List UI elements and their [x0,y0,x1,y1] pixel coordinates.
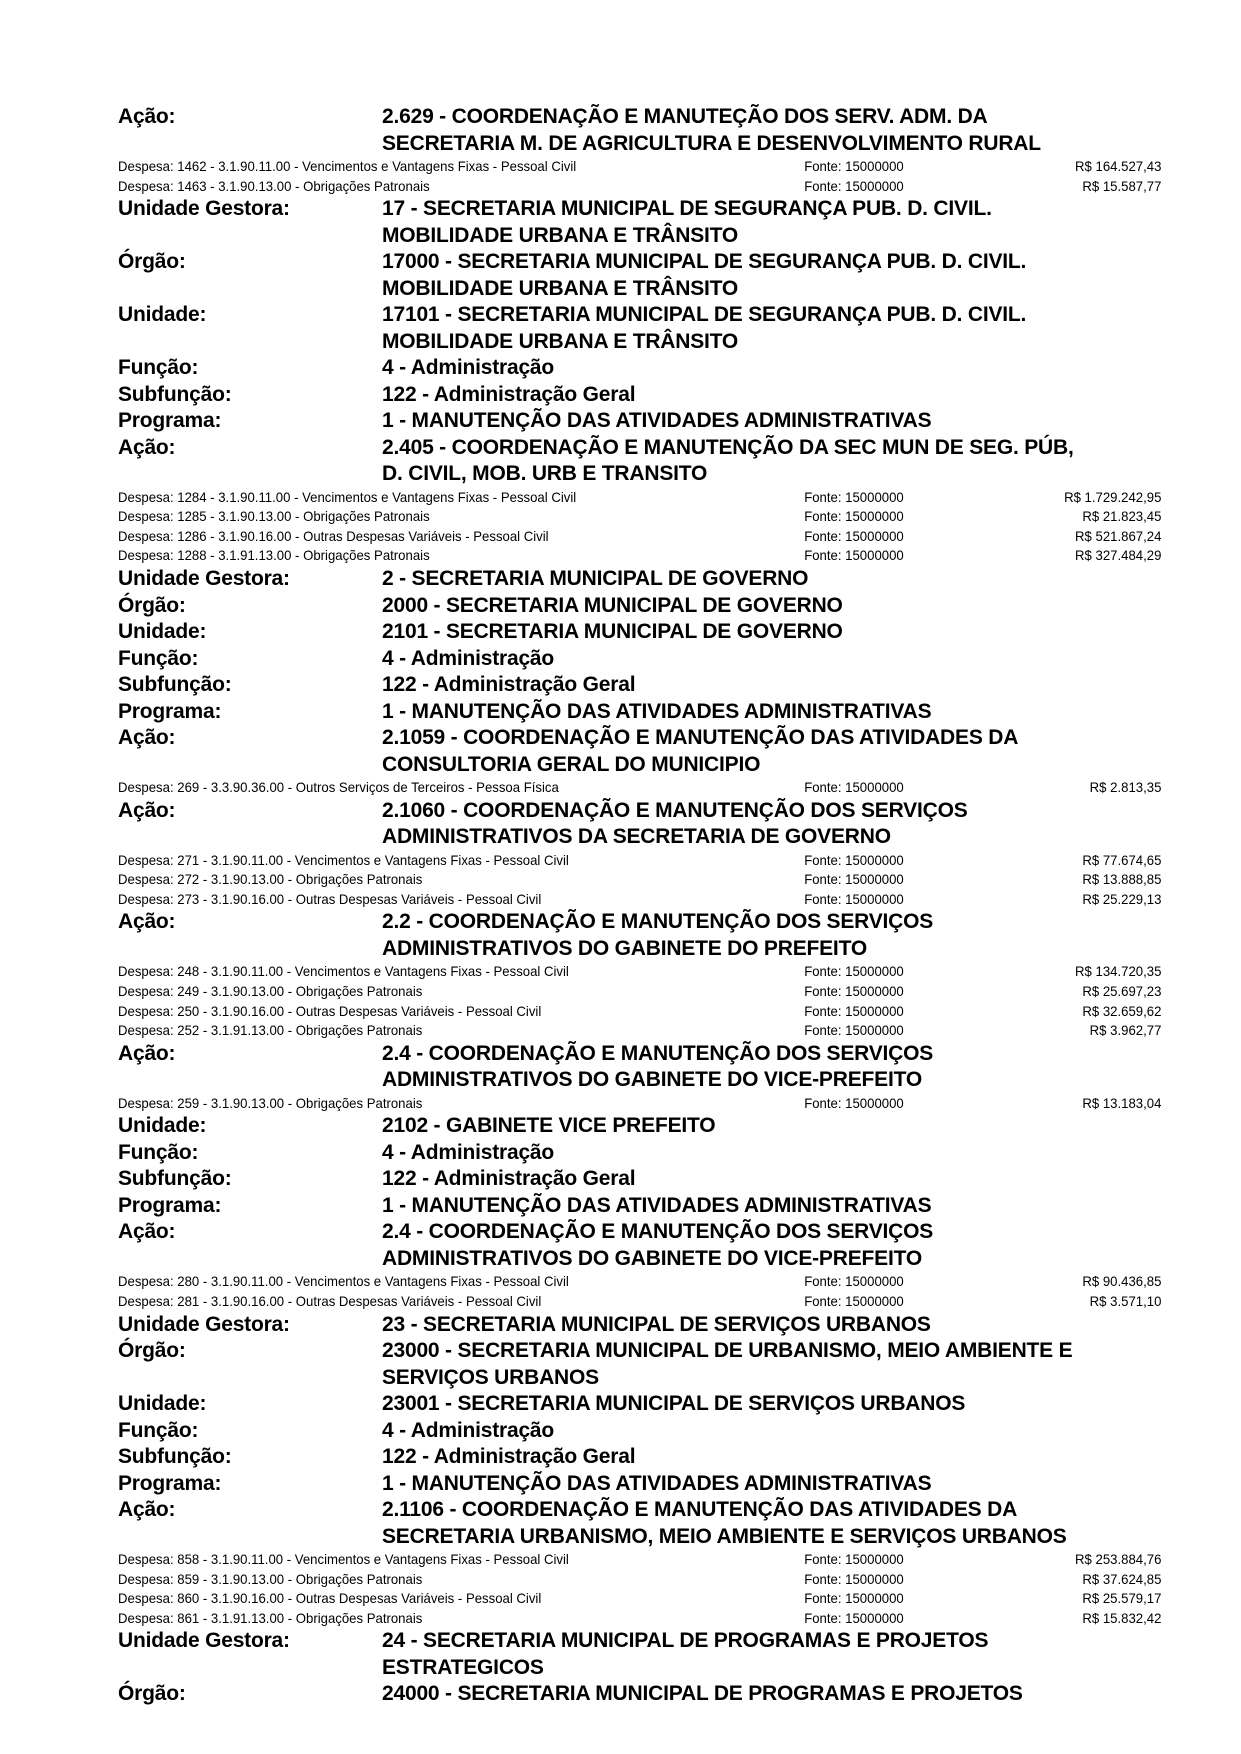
section-header [118,1444,1162,1471]
section-header [118,382,1162,409]
header-value: 17 - SECRETARIA MUNICIPAL DE SEGURANÇA PUB. D. CIVIL. MOBILIDADE URBANA E TRÂNSITO [382,197,992,247]
expense-source: Fonte: 15000000 [804,1551,904,1568]
expense-description: Despesa: 861 - 3.1.91.13.00 - Obrigações Patronais [118,1609,423,1626]
section-header [118,672,1162,699]
expense-description: Despesa: 1288 - 3.1.91.13.00 - Obrigações Patronais [118,547,430,564]
header-value: 2.405 - COORDENAÇÃO E MANUTENÇÃO DA SEC MUN DE SEG. PÚB, D. CIVIL, MOB. URB E TRANSITO [382,435,1074,486]
header-label: Subfunção: [118,1445,232,1469]
expense-row [118,177,1161,197]
expense-description: Despesa: 269 - 3.3.90.36.00 - Outros Serviços de Terceiros - Pessoa Física [118,779,559,796]
header-value: 122 - Administração Geral [382,1445,636,1469]
header-label: Órgão: [118,593,186,617]
header-value: 24 - SECRETARIA MUNICIPAL DE PROGRAMAS E PROJETOS ESTRATEGICOS [382,1629,989,1679]
expense-description: Despesa: 272 - 3.1.90.13.00 - Obrigações Patronais [118,871,423,888]
expense-description: Despesa: 1462 - 3.1.90.11.00 - Vencimentos e Vantagens Fixas - Pessoal Civil [118,158,577,174]
expense-amount: R$ 37.624,85 [1082,1570,1162,1587]
expense-row [118,982,1161,1002]
expense-description: Despesa: 271 - 3.1.90.11.00 - Vencimentos e Vantagens Fixas - Pessoal Civil [118,851,569,868]
expense-row [118,546,1161,566]
expense-description: Despesa: 859 - 3.1.90.13.00 - Obrigações Patronais [118,1570,423,1587]
expense-amount: R$ 32.659,62 [1082,1002,1162,1019]
expense-source: Fonte: 15000000 [804,1273,904,1290]
expense-amount: R$ 90.436,85 [1082,1273,1162,1290]
section-header [118,355,1162,382]
section-header [118,1219,1162,1272]
section-header [118,646,1162,673]
expense-amount: R$ 13.888,85 [1082,871,1162,888]
header-label: Função: [118,646,199,670]
section-header [118,566,1162,593]
section-header [118,1628,1162,1681]
expense-row [118,488,1161,508]
header-label: Unidade: [118,1392,207,1416]
header-value: 4 - Administração [382,646,555,670]
expense-row [118,1094,1161,1114]
expense-description: Despesa: 1285 - 3.1.90.13.00 - Obrigações Patronais [118,508,430,525]
expense-source: Fonte: 15000000 [804,1022,904,1039]
expense-amount: R$ 327.484,29 [1075,547,1162,564]
expense-description: Despesa: 860 - 3.1.90.16.00 - Outras Despesas Variáveis - Pessoal Civil [118,1590,542,1607]
header-label: Órgão: [118,1339,186,1363]
header-label: Programa: [118,699,222,723]
section-header [118,196,1162,249]
expense-source: Fonte: 15000000 [804,1590,904,1607]
expense-amount: R$ 3.962,77 [1089,1022,1162,1039]
expense-amount: R$ 25.579,17 [1082,1590,1162,1607]
expense-row [118,1021,1161,1041]
expense-amount: R$ 21.823,45 [1082,508,1162,525]
budget-document [118,104,1162,1708]
section-header [118,1140,1162,1167]
expense-row [118,1292,1161,1312]
expense-description: Despesa: 1286 - 3.1.90.16.00 - Outras Despesas Variáveis - Pessoal Civil [118,527,549,544]
header-value: 1 - MANUTENÇÃO DAS ATIVIDADES ADMINISTRATIVAS [382,1193,932,1217]
expense-amount: R$ 25.229,13 [1082,890,1162,907]
expense-amount: R$ 15.832,42 [1082,1609,1162,1626]
expense-amount: R$ 77.674,65 [1082,851,1162,868]
section-header [118,1681,1162,1708]
header-label: Subfunção: [118,673,232,697]
expense-amount: R$ 3.571,10 [1089,1293,1162,1309]
header-value: 2.629 - COORDENAÇÃO E MANUTEÇÃO DOS SERV. ADM. DA SECRETARIA M. DE AGRICULTURA E DESENVOLVIMENTO RURAL [382,105,1041,155]
header-label: Ação: [118,726,176,750]
expense-source: Fonte: 15000000 [804,983,904,1000]
section-header [118,619,1162,646]
section-header [118,1391,1162,1418]
expense-amount: R$ 164.527,43 [1075,158,1162,174]
expense-row [118,1609,1161,1629]
header-value: 4 - Administração [382,1140,555,1164]
expense-source: Fonte: 15000000 [804,851,904,868]
header-label: Unidade: [118,303,207,327]
header-value: 17000 - SECRETARIA MUNICIPAL DE SEGURANÇA PUB. D. CIVIL. MOBILIDADE URBANA E TRÂNSITO [382,250,1027,300]
header-label: Programa: [118,1193,222,1217]
header-label: Função: [118,1140,199,1164]
header-value: 2.4 - COORDENAÇÃO E MANUTENÇÃO DOS SERVIÇOS ADMINISTRATIVOS DO GABINETE DO VICE-PREFEITO [382,1220,934,1270]
expense-row [118,851,1161,871]
header-label: Subfunção: [118,382,232,406]
section-header [118,699,1162,726]
expense-row [118,1272,1161,1292]
header-value: 4 - Administração [382,1418,555,1442]
expense-source: Fonte: 15000000 [804,1609,904,1626]
header-label: Ação: [118,435,176,459]
header-label: Função: [118,356,199,380]
expense-amount: R$ 521.867,24 [1075,527,1162,544]
header-value: 24000 - SECRETARIA MUNICIPAL DE PROGRAMAS E PROJETOS [382,1682,1023,1706]
section-header [118,1497,1162,1550]
expense-amount: R$ 253.884,76 [1075,1551,1162,1568]
header-label: Unidade: [118,1114,207,1138]
section-header [118,1041,1162,1094]
section-header [118,104,1162,157]
section-header [118,1338,1162,1391]
header-label: Unidade Gestora: [118,1629,290,1653]
section-header [118,1166,1162,1193]
header-value: 2.4 - COORDENAÇÃO E MANUTENÇÃO DOS SERVIÇOS ADMINISTRATIVOS DO GABINETE DO VICE-PREFEITO [382,1041,934,1092]
header-value: 4 - Administração [382,356,555,380]
header-value: 2.1059 - COORDENAÇÃO E MANUTENÇÃO DAS ATIVIDADES DA CONSULTORIA GERAL DO MUNICIPIO [382,726,1019,776]
expense-source: Fonte: 15000000 [804,890,904,907]
header-label: Ação: [118,798,176,822]
header-value: 23 - SECRETARIA MUNICIPAL DE SERVIÇOS URBANOS [382,1312,931,1336]
header-label: Ação: [118,1498,176,1522]
section-header [118,798,1162,851]
header-value: 17101 - SECRETARIA MUNICIPAL DE SEGURANÇA PUB. D. CIVIL. MOBILIDADE URBANA E TRÂNSITO [382,303,1027,353]
header-label: Órgão: [118,1682,186,1706]
header-value: 2.1060 - COORDENAÇÃO E MANUTENÇÃO DOS SERVIÇOS ADMINISTRATIVOS DA SECRETARIA DE GOVERNO [382,798,968,849]
header-label: Órgão: [118,250,186,274]
expense-amount: R$ 15.587,77 [1082,177,1162,194]
expense-amount: R$ 25.697,23 [1082,983,1162,1000]
header-value: 23001 - SECRETARIA MUNICIPAL DE SERVIÇOS URBANOS [382,1392,966,1416]
expense-description: Despesa: 273 - 3.1.90.16.00 - Outras Despesas Variáveis - Pessoal Civil [118,890,542,907]
expense-source: Fonte: 15000000 [804,547,904,564]
expense-description: Despesa: 250 - 3.1.90.16.00 - Outras Despesas Variáveis - Pessoal Civil [118,1002,542,1019]
expense-row [118,870,1161,890]
expense-source: Fonte: 15000000 [804,963,904,980]
header-value: 122 - Administração Geral [382,673,636,697]
expense-source: Fonte: 15000000 [804,871,904,888]
section-header [118,408,1162,435]
header-label: Ação: [118,910,176,934]
expense-description: Despesa: 252 - 3.1.91.13.00 - Obrigações Patronais [118,1022,423,1039]
expense-source: Fonte: 15000000 [804,488,904,505]
expense-source: Fonte: 15000000 [804,527,904,544]
section-header [118,302,1162,355]
header-value: 2102 - GABINETE VICE PREFEITO [382,1114,716,1138]
header-value: 1 - MANUTENÇÃO DAS ATIVIDADES ADMINISTRATIVAS [382,409,932,433]
header-value: 122 - Administração Geral [382,382,636,406]
expense-description: Despesa: 249 - 3.1.90.13.00 - Obrigações Patronais [118,983,423,1000]
expense-description: Despesa: 281 - 3.1.90.16.00 - Outras Despesas Variáveis - Pessoal Civil [118,1293,542,1309]
header-value: 2000 - SECRETARIA MUNICIPAL DE GOVERNO [382,593,843,617]
header-label: Ação: [118,1041,176,1065]
header-label: Unidade Gestora: [118,1312,290,1336]
expense-row [118,778,1161,798]
expense-row [118,1589,1161,1609]
header-value: 1 - MANUTENÇÃO DAS ATIVIDADES ADMINISTRATIVAS [382,699,932,723]
header-value: 2.2 - COORDENAÇÃO E MANUTENÇÃO DOS SERVIÇOS ADMINISTRATIVOS DO GABINETE DO PREFEITO [382,910,934,960]
expense-amount: R$ 13.183,04 [1082,1094,1162,1111]
section-header [118,909,1162,962]
header-label: Unidade Gestora: [118,197,290,221]
expense-description: Despesa: 858 - 3.1.90.11.00 - Vencimentos e Vantagens Fixas - Pessoal Civil [118,1551,569,1568]
expense-row [118,962,1161,982]
header-label: Programa: [118,409,222,433]
expense-amount: R$ 2.813,35 [1089,779,1162,796]
section-header [118,593,1162,620]
expense-row [118,507,1161,527]
section-header [118,1471,1162,1498]
section-header [118,1113,1162,1140]
header-value: 122 - Administração Geral [382,1167,636,1191]
header-label: Função: [118,1418,199,1442]
header-label: Ação: [118,105,176,128]
expense-row [118,1002,1161,1022]
section-header [118,435,1162,488]
header-value: 23000 - SECRETARIA MUNICIPAL DE URBANISMO, MEIO AMBIENTE E SERVIÇOS URBANOS [382,1339,1073,1389]
section-header [118,249,1162,302]
expense-source: Fonte: 15000000 [804,779,904,796]
section-header [118,1193,1162,1220]
expense-row [118,890,1161,910]
header-value: 2.1106 - COORDENAÇÃO E MANUTENÇÃO DAS ATIVIDADES DA SECRETARIA URBANISMO, MEIO AMBIENTE E SERVIÇOS URBANOS [382,1498,1067,1548]
header-value: 2 - SECRETARIA MUNICIPAL DE GOVERNO [382,567,809,591]
expense-source: Fonte: 15000000 [804,1293,904,1309]
expense-source: Fonte: 15000000 [804,508,904,525]
header-label: Unidade Gestora: [118,567,290,591]
expense-source: Fonte: 15000000 [804,1094,904,1111]
expense-row [118,157,1161,177]
header-label: Programa: [118,1471,222,1495]
expense-description: Despesa: 259 - 3.1.90.13.00 - Obrigações Patronais [118,1094,423,1111]
header-value: 1 - MANUTENÇÃO DAS ATIVIDADES ADMINISTRATIVAS [382,1471,932,1495]
header-label: Unidade: [118,620,207,644]
header-label: Ação: [118,1220,176,1244]
expense-row [118,527,1161,547]
header-value: 2101 - SECRETARIA MUNICIPAL DE GOVERNO [382,620,843,644]
section-header [118,1312,1162,1339]
header-label: Subfunção: [118,1167,232,1191]
expense-description: Despesa: 280 - 3.1.90.11.00 - Vencimentos e Vantagens Fixas - Pessoal Civil [118,1273,569,1290]
section-header [118,725,1162,778]
expense-description: Despesa: 1463 - 3.1.90.13.00 - Obrigações Patronais [118,177,430,194]
expense-row [118,1570,1161,1590]
expense-amount: R$ 1.729.242,95 [1064,488,1162,505]
expense-source: Fonte: 15000000 [804,177,904,194]
expense-row [118,1550,1161,1570]
expense-amount: R$ 134.720,35 [1075,963,1162,980]
section-header [118,1418,1162,1445]
expense-source: Fonte: 15000000 [804,158,904,174]
expense-source: Fonte: 15000000 [804,1570,904,1587]
expense-description: Despesa: 1284 - 3.1.90.11.00 - Vencimentos e Vantagens Fixas - Pessoal Civil [118,488,577,505]
expense-description: Despesa: 248 - 3.1.90.11.00 - Vencimentos e Vantagens Fixas - Pessoal Civil [118,963,569,980]
expense-source: Fonte: 15000000 [804,1002,904,1019]
